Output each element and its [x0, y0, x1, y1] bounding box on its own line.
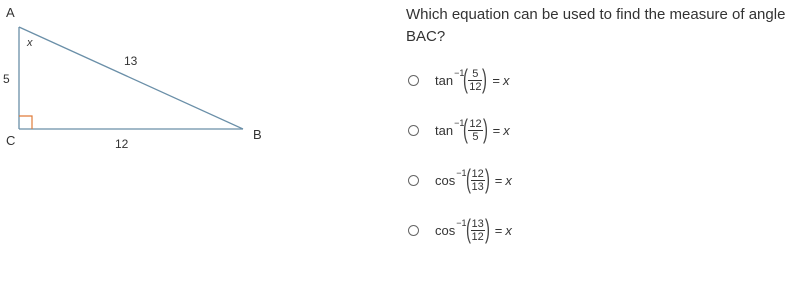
equals-sign: =	[494, 222, 503, 238]
variable-x: x	[503, 122, 510, 138]
inverse-exponent: −1	[454, 118, 465, 128]
fraction	[470, 168, 486, 193]
answer-option-1[interactable]	[408, 65, 509, 95]
vertex-b-label: B	[253, 127, 262, 142]
radio-button[interactable]	[408, 225, 419, 236]
right-paren: )	[484, 213, 490, 244]
variable-x: x	[505, 172, 512, 188]
question-text: Which equation can be used to find the measure of angle BAC?	[406, 6, 786, 45]
side-ac-label: 5	[3, 72, 10, 86]
option-expression	[435, 163, 512, 194]
fraction	[467, 68, 483, 93]
side-ab-line	[19, 27, 243, 129]
right-angle-marker	[19, 116, 32, 129]
function-name: cos	[435, 222, 456, 238]
radio-button[interactable]	[408, 175, 419, 186]
fraction-denominator: 12	[469, 80, 482, 93]
angle-x-label: x	[27, 37, 33, 49]
triangle-figure	[0, 0, 380, 180]
fraction	[470, 218, 486, 243]
radio-button[interactable]	[408, 125, 419, 136]
option-expression	[435, 213, 512, 244]
left-paren: (	[463, 113, 469, 144]
left-paren: (	[465, 213, 471, 244]
fraction-denominator: 12	[471, 230, 484, 243]
answer-option-3[interactable]	[408, 165, 512, 195]
vertex-c-label: C	[6, 133, 16, 148]
option-expression	[435, 63, 510, 94]
equals-sign: =	[492, 122, 501, 138]
vertex-a-label: A	[6, 5, 15, 20]
function-name: cos	[435, 172, 456, 188]
right-paren: )	[482, 113, 488, 144]
variable-x: x	[505, 222, 512, 238]
variable-x: x	[502, 72, 510, 88]
side-ab-label: 13	[124, 54, 138, 68]
function-name: tan	[435, 72, 454, 88]
side-cb-label: 12	[115, 137, 129, 151]
left-paren: (	[463, 63, 469, 94]
answer-option-4[interactable]	[408, 215, 512, 245]
answer-option-2[interactable]	[408, 115, 510, 145]
fraction-numerator: 5	[468, 68, 482, 81]
inverse-exponent: −1	[456, 168, 467, 178]
left-paren: (	[465, 163, 471, 194]
inverse-exponent: −1	[456, 218, 467, 228]
radio-button[interactable]	[408, 75, 419, 86]
fraction-denominator: 13	[471, 180, 484, 193]
inverse-exponent: −1	[454, 68, 465, 78]
right-paren: )	[484, 163, 490, 194]
fraction-numerator: 13	[471, 217, 484, 230]
fraction-numerator: 12	[471, 167, 484, 180]
equals-sign: =	[494, 172, 503, 188]
equals-sign: =	[492, 72, 500, 88]
fraction-denominator: 5	[472, 130, 479, 143]
function-name: tan	[435, 122, 454, 138]
right-paren: )	[482, 63, 488, 94]
option-expression	[435, 113, 510, 144]
fraction-numerator: 12	[469, 117, 482, 130]
fraction	[467, 118, 483, 143]
